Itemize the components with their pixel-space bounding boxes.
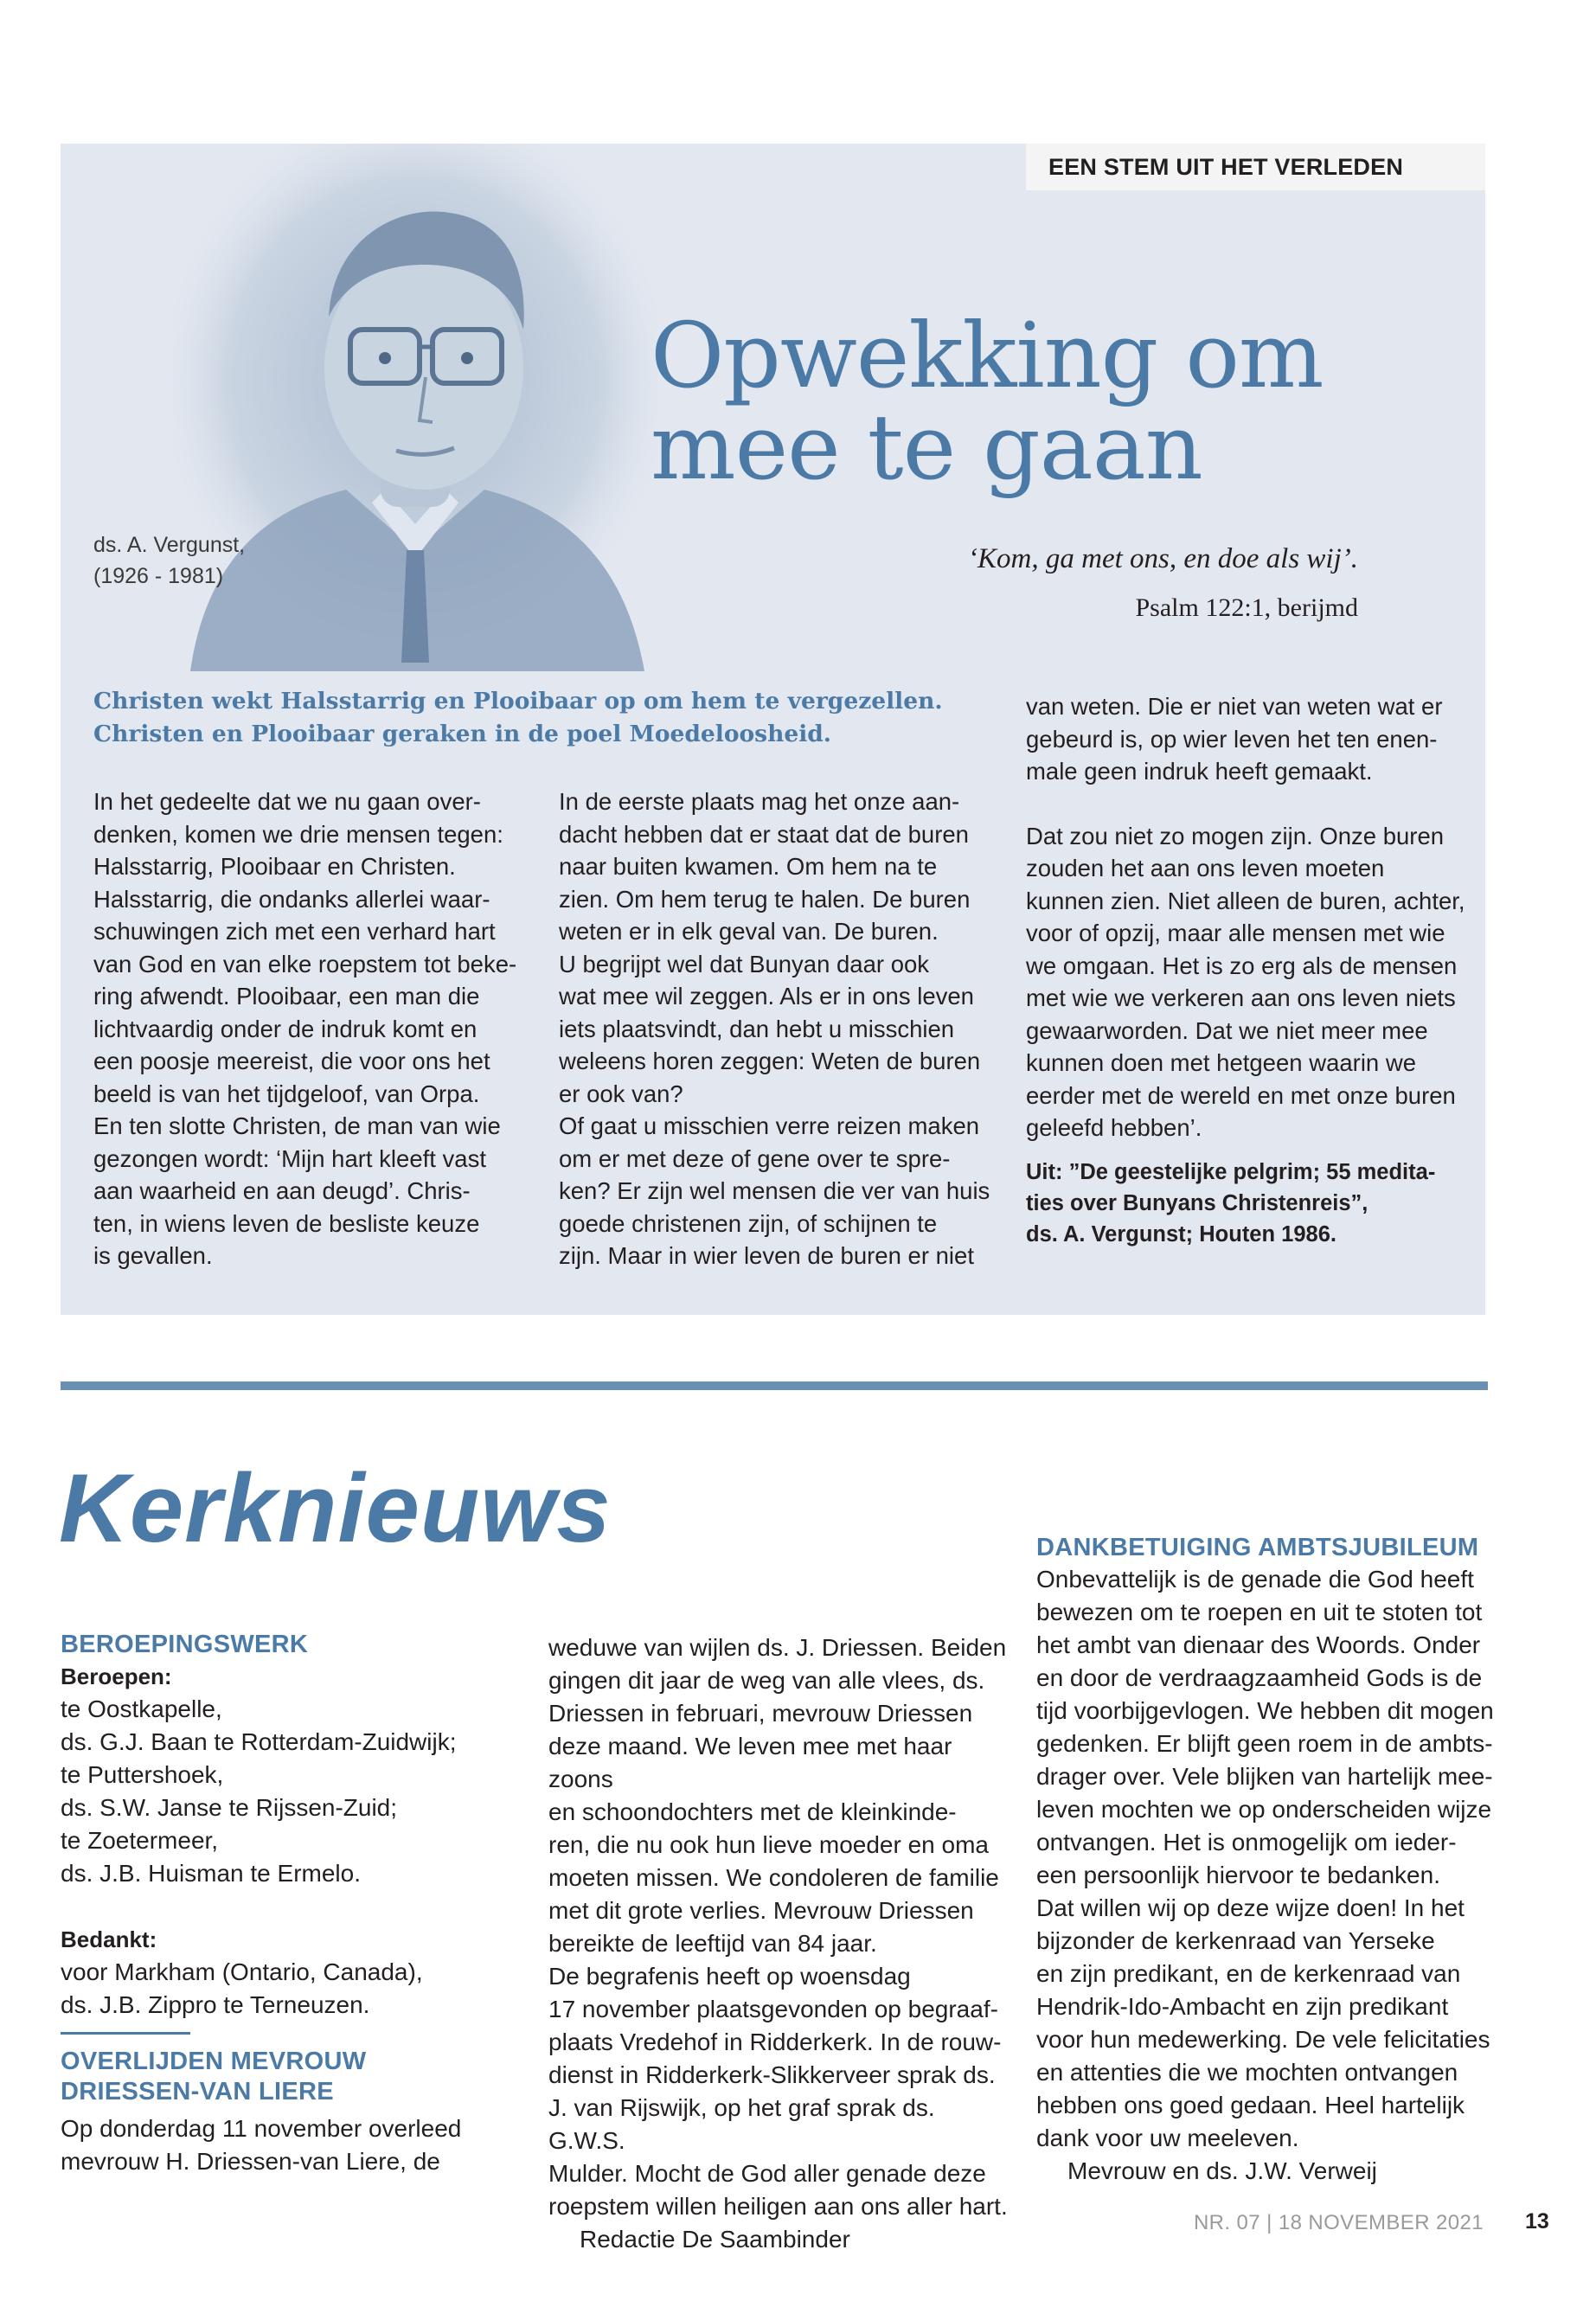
dankbetuiging-line: Hendrik-Ido-Ambacht en zijn predikant <box>1036 1993 1449 2020</box>
dankbetuiging-line: leven mochten we op onderscheiden wijze <box>1036 1796 1492 1823</box>
article-line: In de eerste plaats mag het onze aan- <box>559 788 960 815</box>
issue-footer: NR. 07 | 18 NOVEMBER 2021 <box>1193 2211 1484 2234</box>
article-line: U begrijpt wel dat Bunyan daar ook <box>559 950 930 977</box>
title-line: Opwekking om <box>651 303 1324 408</box>
source-line: ds. A. Vergunst; Houten 1986. <box>1026 1221 1336 1247</box>
overlijden-line: Driessen in februari, mevrouw Driessen <box>548 1700 973 1727</box>
article-line: er ook van? <box>559 1080 683 1107</box>
article-line: dacht hebben dat er staat dat de buren <box>559 820 969 848</box>
beroepen-line: ds. S.W. Janse te Rijssen-Zuid; <box>61 1794 398 1821</box>
intro-line: Christen wekt Halsstarrig en Plooibaar op om hem te vergezellen. <box>93 688 943 715</box>
dankbetuiging-line: Onbevattelijk is de genade die God heeft <box>1036 1566 1474 1593</box>
article-line: goede christenen zijn, of schijnen te <box>559 1209 938 1237</box>
article-line: een poosje meereist, die voor ons het <box>93 1048 490 1074</box>
article-line: ring afwendt. Plooibaar, een man die <box>93 983 480 1009</box>
bedankt-line: ds. J.B. Zippro te Terneuzen. <box>61 1991 370 2018</box>
dankbetuiging-text <box>1036 1563 1503 2155</box>
overlijden-signature: Redactie De Saambinder <box>580 2226 850 2253</box>
article-line: gewaarworden. Dat we niet meer mee <box>1026 1016 1428 1044</box>
title-line: mee te gaan <box>651 394 1202 500</box>
article-line: met wie we verkeren aan ons leven niets <box>1026 984 1456 1011</box>
article-line: kunnen zien. Niet alleen de buren, achter, <box>1026 887 1465 914</box>
article-line: gebeurd is, op wier leven het ten enen- <box>1026 725 1438 753</box>
source-line: Uit: ”De geestelijke pelgrim; 55 medita- <box>1026 1159 1436 1184</box>
overlijden-text-start <box>61 2112 510 2178</box>
dankbetuiging-line: en zijn predikant, en de kerkenraad van <box>1036 1960 1461 1987</box>
bedankt-line: voor Markham (Ontario, Canada), <box>61 1958 423 1985</box>
article-line: weten er in elk geval van. De buren. <box>559 918 939 945</box>
article-line: Of gaat u misschien verre reizen maken <box>559 1112 980 1139</box>
article-line: Halsstarrig, die ondanks allerlei waar- <box>93 885 490 913</box>
overlijden-line: roepstem willen heiligen aan ons aller hart. <box>548 2193 1008 2220</box>
paragraph-gap <box>1026 788 1476 820</box>
dankbetuiging-line: bijzonder de kerkenraad van Yerseke <box>1036 1927 1435 1954</box>
article-line: naar buiten kwamen. Om hem na te <box>559 853 938 880</box>
beroepen-line: te Zoetermeer, <box>61 1827 219 1854</box>
article-line: ten, in wiens leven de besliste keuze <box>93 1209 480 1237</box>
article-line: male geen indruk heeft gemaakt. <box>1026 758 1373 785</box>
overlijden-line: bereikte de leeftijd van 84 jaar. <box>548 1930 877 1957</box>
article-title <box>651 303 1429 500</box>
news-column-1 <box>61 1630 510 2178</box>
dankbetuiging-line: en door de verdraagzaamheid Gods is de <box>1036 1664 1483 1691</box>
caption-name: ds. A. Vergunst, <box>93 533 246 557</box>
article-line: iets plaatsvindt, dan hebt u misschien <box>559 1015 955 1042</box>
dankbetuiging-line: gedenken. Er blijft geen roem in de ambts- <box>1036 1730 1493 1757</box>
article-column-2 <box>559 785 1009 1272</box>
article-column-1 <box>93 785 543 1272</box>
beroepen-line: te Puttershoek, <box>61 1761 224 1788</box>
beroepen-label: Beroepen: <box>61 1663 172 1689</box>
portrait-caption <box>93 529 245 592</box>
dankbetuiging-line: drager over. Vele blijken van hartelijk mee- <box>1036 1763 1493 1790</box>
kerknieuws-title: Kerknieuws <box>59 1454 612 1562</box>
page-number: 13 <box>1525 2209 1549 2234</box>
article-line: schuwingen zich met een verhard hart <box>93 918 496 945</box>
article-line: beeld is van het tijdgeloof, van Orpa. <box>93 1080 480 1107</box>
overlijden-line: en schoondochters met de kleinkinde- <box>548 1798 957 1825</box>
dankbetuiging-line: hebben ons goed gedaan. Heel hartelijk <box>1036 2092 1465 2118</box>
beroepen-line: ds. J.B. Huisman te Ermelo. <box>61 1860 362 1887</box>
dankbetuiging-line: voor hun medewerking. De vele felicitaties <box>1036 2026 1490 2053</box>
article-line: van weten. Die er niet van weten wat er <box>1026 693 1443 720</box>
dankbetuiging-line: een persoonlijk hiervoor te bedanken. <box>1036 1862 1440 1888</box>
bedankt-label: Bedankt: <box>61 1926 157 1952</box>
article-source <box>1026 1157 1476 1250</box>
beroepingswerk-heading: BEROEPINGSWERK <box>61 1631 309 1658</box>
article-line: geleefd hebben’. <box>1026 1114 1202 1141</box>
article-line: weleens horen zeggen: Weten de buren <box>559 1048 981 1074</box>
article-line: In het gedeelte dat we nu gaan over- <box>93 788 481 815</box>
article-line: eerder met de wereld en met onze buren <box>1026 1081 1456 1109</box>
dankbetuiging-line: dank voor uw meeleven. <box>1036 2125 1299 2151</box>
overlijden-heading-line: OVERLIJDEN MEVROUW <box>61 2048 367 2075</box>
news-column-3 <box>1036 1533 1503 2188</box>
dankbetuiging-line: het ambt van dienaar des Woords. Onder <box>1036 1631 1481 1658</box>
section-tag: EEN STEM UIT HET VERLEDEN <box>1026 144 1485 190</box>
article-line: voor of opzij, maar alle mensen met wie <box>1026 920 1445 946</box>
overlijden-line: gingen dit jaar de weg van alle vlees, ds. <box>548 1667 985 1694</box>
article-line: wat mee wil zeggen. Als er in ons leven <box>559 983 974 1009</box>
article-line: zien. Om hem terug te halen. De buren <box>559 885 971 913</box>
column-3-paragraph-1 <box>1026 690 1476 788</box>
overlijden-heading-line: DRIESSEN-VAN LIERE <box>61 2078 334 2106</box>
dankbetuiging-line: en attenties die we mochten ontvangen <box>1036 2059 1458 2086</box>
article-line: van God en van elke roepstem tot beke- <box>93 950 517 977</box>
intro-line: Christen en Plooibaar geraken in de poel Moedeloosheid. <box>93 721 832 747</box>
overlijden-line: weduwe van wijlen ds. J. Driessen. Beiden <box>548 1634 1007 1661</box>
dankbetuiging-line: bewezen om te roepen en uit te stoten tot <box>1036 1599 1483 1625</box>
article-line: lichtvaardig onder de indruk komt en <box>93 1015 478 1042</box>
motto-quote: ‘Kom, ga met ons, en doe als wij’. <box>968 543 1358 574</box>
article-line: kunnen doen met hetgeen waarin we <box>1026 1049 1417 1076</box>
article-line: we omgaan. Het is zo erg als de mensen <box>1026 952 1458 979</box>
article-line: Halsstarrig, Plooibaar en Christen. <box>93 853 456 880</box>
overlijden-line: Op donderdag 11 november overleed <box>61 2115 462 2142</box>
caption-years: (1926 - 1981) <box>93 564 224 588</box>
overlijden-line: J. van Rijswijk, op het graf sprak ds. G.W.S. <box>548 2094 935 2154</box>
overlijden-text-continued <box>548 1631 1016 2223</box>
dankbetuiging-heading: DANKBETUIGING AMBTSJUBILEUM <box>1036 1534 1479 1561</box>
section-divider <box>61 1381 1488 1390</box>
overlijden-line: met dit grote verlies. Mevrouw Driessen <box>548 1897 974 1924</box>
article-line: En ten slotte Christen, de man van wie <box>93 1112 501 1139</box>
article-line: zijn. Maar in wier leven de buren er niet <box>559 1242 974 1269</box>
article-column-3 <box>1026 690 1476 1250</box>
beroepen-line: ds. G.J. Baan te Rotterdam-Zuidwijk; <box>61 1728 457 1755</box>
news-column-2 <box>548 1631 1016 2256</box>
dankbetuiging-line: tijd voorbijgevlogen. We hebben dit mogen <box>1036 1697 1494 1724</box>
article-intro <box>93 685 967 751</box>
portrait-photo <box>173 144 657 671</box>
source-line: ties over Bunyans Christenreis”, <box>1026 1190 1368 1215</box>
overlijden-line: plaats Vredehof in Ridderkerk. In de rouw- <box>548 2029 1002 2055</box>
article-line: zouden het aan ons leven moeten <box>1026 855 1385 881</box>
article-line: is gevallen. <box>93 1242 213 1269</box>
overlijden-line: moeten missen. We condoleren de familie <box>548 1864 999 1891</box>
column-3-paragraph-2 <box>1026 820 1476 1144</box>
psalm-reference: Psalm 122:1, berijmd <box>1135 593 1358 622</box>
overlijden-line: deze maand. We leven mee met haar zoons <box>548 1733 952 1792</box>
beroepen-line: te Oostkapelle, <box>61 1695 222 1722</box>
overlijden-line: mevrouw H. Driessen-van Liere, de <box>61 2148 440 2175</box>
article-line: om er met deze of gene over te spre- <box>559 1144 951 1172</box>
article-line: denken, komen we drie mensen tegen: <box>93 820 503 848</box>
overlijden-heading <box>61 2047 510 2107</box>
overlijden-line: ren, die nu ook hun lieve moeder en oma <box>548 1831 989 1858</box>
overlijden-line: De begrafenis heeft op woensdag <box>548 1963 911 1990</box>
dankbetuiging-signature: Mevrouw en ds. J.W. Verweij <box>1067 2157 1377 2184</box>
beroepen-list <box>61 1693 510 1890</box>
dankbetuiging-line: Dat willen wij op deze wijze doen! In het <box>1036 1894 1465 1921</box>
overlijden-line: Mulder. Mocht de God aller genade deze <box>548 2160 986 2187</box>
bedankt-list <box>61 1956 510 2022</box>
overlijden-line: dienst in Ridderkerk-Slikkerveer sprak ds. <box>548 2061 996 2088</box>
article-line: aan waarheid en aan deugd’. Chris- <box>93 1177 471 1204</box>
article-line: gezongen wordt: ‘Mijn hart kleeft vast <box>93 1144 486 1172</box>
heading-rule <box>61 2032 190 2035</box>
overlijden-line: 17 november plaatsgevonden op begraaf- <box>548 1996 998 2022</box>
article-line: ken? Er zijn wel mensen die ver van huis <box>559 1177 990 1204</box>
dankbetuiging-line: ontvangen. Het is onmogelijk om ieder- <box>1036 1829 1457 1856</box>
article-line: Dat zou niet zo mogen zijn. Onze buren <box>1026 822 1445 849</box>
